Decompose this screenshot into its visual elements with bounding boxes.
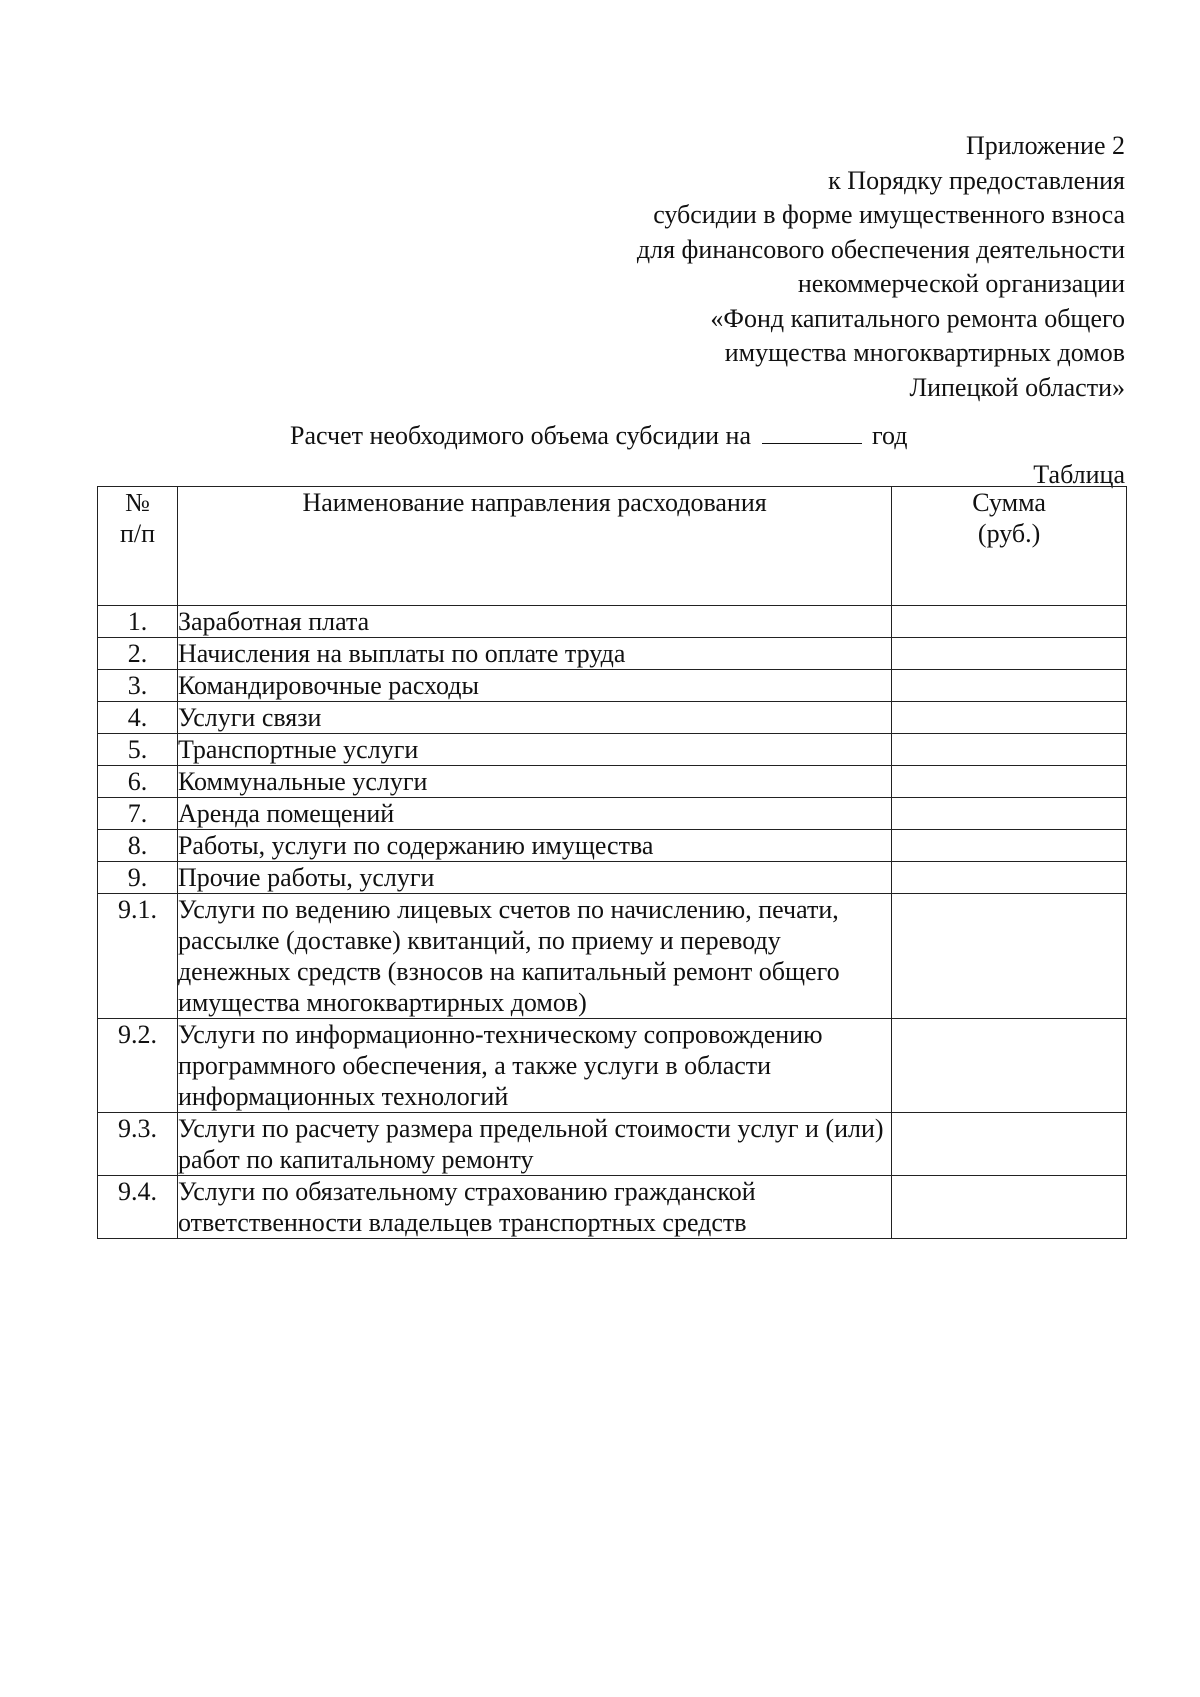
annex-line: «Фонд капитального ремонта общего	[710, 303, 1125, 333]
row-sum	[892, 830, 1127, 862]
table-row	[98, 798, 1127, 830]
annex-header	[425, 129, 1125, 405]
table-row	[98, 702, 1127, 734]
row-number: 1.	[98, 606, 178, 638]
row-number: 9.	[98, 862, 178, 894]
table-row	[98, 1176, 1127, 1239]
annex-line: Приложение 2	[965, 131, 1125, 160]
table-row	[98, 734, 1127, 766]
row-sum	[892, 766, 1127, 798]
row-name: Услуги по ведению лицевых счетов по начислению, печати, рассылке (доставке) квитанций, по приему и переводу денежных средств (взносов на капитальный ремонт общего имущества многоквартирных домов)	[177, 894, 891, 1019]
row-name: Коммунальные услуги	[177, 766, 891, 798]
row-name: Командировочные расходы	[177, 670, 891, 702]
table-row	[98, 766, 1127, 798]
header-sum	[892, 487, 1127, 606]
row-number: 8.	[98, 830, 178, 862]
annex-line: имущества многоквартирных домов	[724, 338, 1125, 367]
header-num	[98, 487, 178, 606]
row-number: 7.	[98, 798, 178, 830]
row-number: 3.	[98, 670, 178, 702]
table-header-row	[98, 487, 1127, 606]
header-sum-label: Сумма	[972, 488, 1046, 517]
row-name: Работы, услуги по содержанию имущества	[177, 830, 891, 862]
row-name: Услуги связи	[177, 702, 891, 734]
row-sum	[892, 1113, 1127, 1176]
header-num-symbol: №	[125, 488, 150, 517]
row-number: 9.1.	[98, 894, 178, 1019]
row-sum	[892, 702, 1127, 734]
row-number: 4.	[98, 702, 178, 734]
row-sum	[892, 734, 1127, 766]
header-name: Наименование направления расходования	[177, 487, 891, 606]
row-name: Аренда помещений	[177, 798, 891, 830]
annex-line: некоммерческой организации	[797, 269, 1125, 298]
row-number: 9.2.	[98, 1019, 178, 1113]
row-sum	[892, 638, 1127, 670]
row-number: 2.	[98, 638, 178, 670]
row-number: 9.3.	[98, 1113, 178, 1176]
row-sum	[892, 894, 1127, 1019]
header-num-abbr: п/п	[119, 519, 155, 548]
table-row	[98, 606, 1127, 638]
row-sum	[892, 1019, 1127, 1113]
title-year-word: год	[872, 421, 908, 450]
expenses-table	[97, 486, 1127, 1239]
row-name: Транспортные услуги	[177, 734, 891, 766]
year-blank-line	[762, 421, 862, 444]
row-sum	[892, 670, 1127, 702]
annex-line: для финансового обеспечения деятельности	[636, 234, 1125, 264]
row-name: Услуги по расчету размера предельной стоимости услуг и (или) работ по капитальному ремонту	[177, 1113, 891, 1176]
table-row	[98, 1019, 1127, 1113]
annex-line: к Порядку предоставления	[828, 165, 1125, 195]
table-row	[98, 670, 1127, 702]
row-name: Начисления на выплаты по оплате труда	[177, 638, 891, 670]
row-number: 6.	[98, 766, 178, 798]
row-sum	[892, 1176, 1127, 1239]
table-row	[98, 638, 1127, 670]
table-row	[98, 1113, 1127, 1176]
title-text: Расчет необходимого объема субсидии на	[290, 421, 751, 450]
row-name: Услуги по информационно-техническому сопровождению программного обеспечения, а также услуги в области информационных технологий	[177, 1019, 891, 1113]
row-name: Прочие работы, услуги	[177, 862, 891, 894]
row-number: 5.	[98, 734, 178, 766]
annex-line: Липецкой области»	[909, 372, 1125, 402]
row-name: Услуги по обязательному страхованию гражданской ответственности владельцев транспортных средств	[177, 1176, 891, 1239]
table-row	[98, 862, 1127, 894]
row-sum	[892, 606, 1127, 638]
table-row	[98, 830, 1127, 862]
row-sum	[892, 862, 1127, 894]
row-name: Заработная плата	[177, 606, 891, 638]
header-sum-unit: (руб.)	[977, 519, 1041, 548]
annex-line: субсидии в форме имущественного взноса	[653, 200, 1125, 229]
table-row	[98, 894, 1127, 1019]
document-title	[290, 419, 908, 453]
table-label: Таблица	[1033, 460, 1125, 489]
row-number: 9.4.	[98, 1176, 178, 1239]
row-sum	[892, 798, 1127, 830]
